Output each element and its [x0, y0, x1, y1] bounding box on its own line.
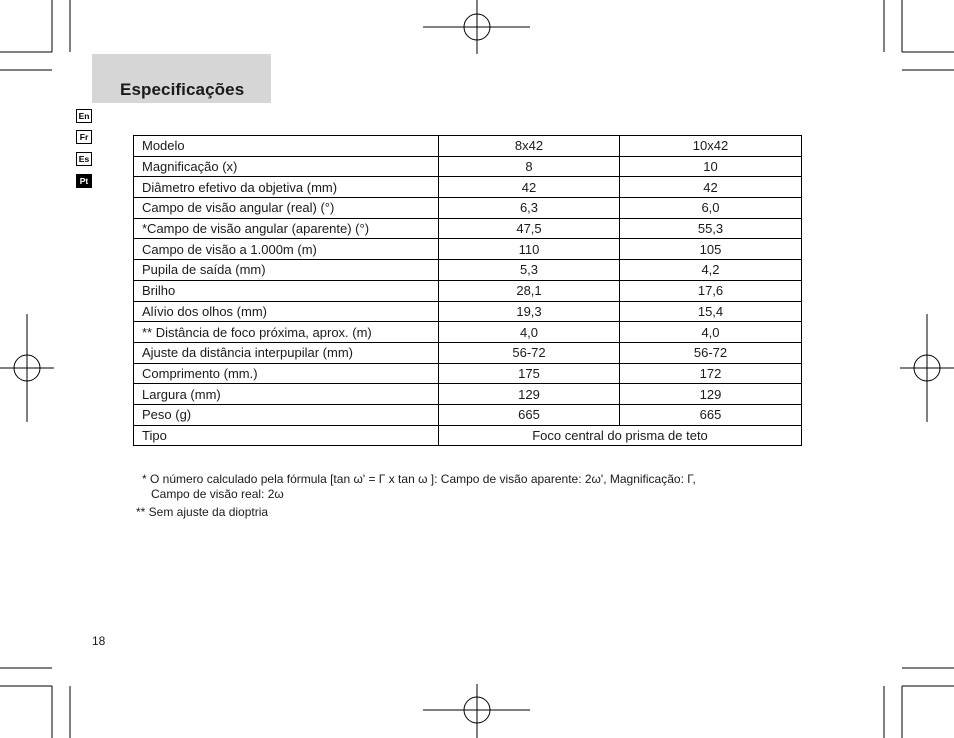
row-value-10x42: 172	[620, 363, 802, 384]
row-value-8x42: 42	[439, 177, 620, 198]
table-row	[134, 384, 802, 405]
row-label: Pupila de saída (mm)	[134, 260, 439, 281]
row-value-10x42: 129	[620, 384, 802, 405]
crop-mark-top-left	[0, 0, 70, 70]
row-value-10x42: 4,0	[620, 322, 802, 343]
row-label: Magnificação (x)	[134, 156, 439, 177]
footnote-1-line-2: Campo de visão real: 2ω	[151, 487, 284, 501]
lang-tab-es[interactable]: Es	[76, 152, 92, 166]
registration-mark-left	[0, 314, 54, 422]
row-value-8x42: 6,3	[439, 198, 620, 219]
row-value-8x42: 129	[439, 384, 620, 405]
lang-tab-pt[interactable]: Pt	[76, 174, 92, 188]
row-value-10x42: 15,4	[620, 301, 802, 322]
footnote-2: ** Sem ajuste da dioptria	[136, 505, 269, 519]
row-value-8x42: 665	[439, 404, 620, 425]
table-row-type	[134, 425, 802, 446]
row-value-10x42: 42	[620, 177, 802, 198]
row-value-10x42: 55,3	[620, 218, 802, 239]
row-label: Campo de visão angular (real) (°)	[134, 198, 439, 219]
table-row	[134, 239, 802, 260]
table-row	[134, 342, 802, 363]
footnote-1-line-1: * O número calculado pela fórmula [tan ω' = Γ x tan ω ]: Campo de visão aparente: 2ω', Magnificação: Γ,	[142, 472, 696, 486]
header-model-10x42: 10x42	[620, 136, 802, 157]
specifications-table	[133, 135, 802, 446]
table-row	[134, 177, 802, 198]
row-value-8x42: 5,3	[439, 260, 620, 281]
crop-mark-bottom-left	[0, 668, 70, 738]
row-value-10x42: 17,6	[620, 280, 802, 301]
page-title: Especificações	[120, 80, 245, 99]
row-value-8x42: 8	[439, 156, 620, 177]
row-value-8x42: 47,5	[439, 218, 620, 239]
row-value-8x42: 110	[439, 239, 620, 260]
row-value-8x42: 56-72	[439, 342, 620, 363]
row-label: Ajuste da distância interpupilar (mm)	[134, 342, 439, 363]
page-number: 18	[92, 634, 106, 648]
row-label: Brilho	[134, 280, 439, 301]
lang-tab-en[interactable]: En	[76, 109, 92, 123]
row-label: *Campo de visão angular (aparente) (°)	[134, 218, 439, 239]
row-label: Diâmetro efetivo da objetiva (mm)	[134, 177, 439, 198]
row-value-8x42: 19,3	[439, 301, 620, 322]
table-row	[134, 198, 802, 219]
table-row	[134, 322, 802, 343]
table-row	[134, 156, 802, 177]
row-value-type: Foco central do prisma de teto	[439, 425, 802, 446]
row-label: Campo de visão a 1.000m (m)	[134, 239, 439, 260]
table-row	[134, 280, 802, 301]
header-model-8x42: 8x42	[439, 136, 620, 157]
row-label: Tipo	[134, 425, 439, 446]
header-label: Modelo	[134, 136, 439, 157]
table-header-row	[134, 136, 802, 157]
registration-mark-top	[423, 0, 530, 54]
row-label: Alívio dos olhos (mm)	[134, 301, 439, 322]
table-row	[134, 260, 802, 281]
crop-mark-bottom-right	[884, 668, 954, 738]
table-row	[134, 301, 802, 322]
row-value-10x42: 105	[620, 239, 802, 260]
row-label: Largura (mm)	[134, 384, 439, 405]
row-value-8x42: 175	[439, 363, 620, 384]
row-value-10x42: 10	[620, 156, 802, 177]
row-label: Peso (g)	[134, 404, 439, 425]
table-row	[134, 363, 802, 384]
row-label: ** Distância de foco próxima, aprox. (m)	[134, 322, 439, 343]
row-value-10x42: 6,0	[620, 198, 802, 219]
registration-mark-bottom	[423, 684, 530, 738]
row-value-8x42: 28,1	[439, 280, 620, 301]
registration-mark-right	[900, 314, 954, 422]
lang-tab-fr[interactable]: Fr	[76, 130, 92, 144]
row-label: Comprimento (mm.)	[134, 363, 439, 384]
row-value-8x42: 4,0	[439, 322, 620, 343]
row-value-10x42: 4,2	[620, 260, 802, 281]
crop-mark-top-right	[884, 0, 954, 70]
row-value-10x42: 56-72	[620, 342, 802, 363]
table-row	[134, 404, 802, 425]
table-row	[134, 218, 802, 239]
row-value-10x42: 665	[620, 404, 802, 425]
